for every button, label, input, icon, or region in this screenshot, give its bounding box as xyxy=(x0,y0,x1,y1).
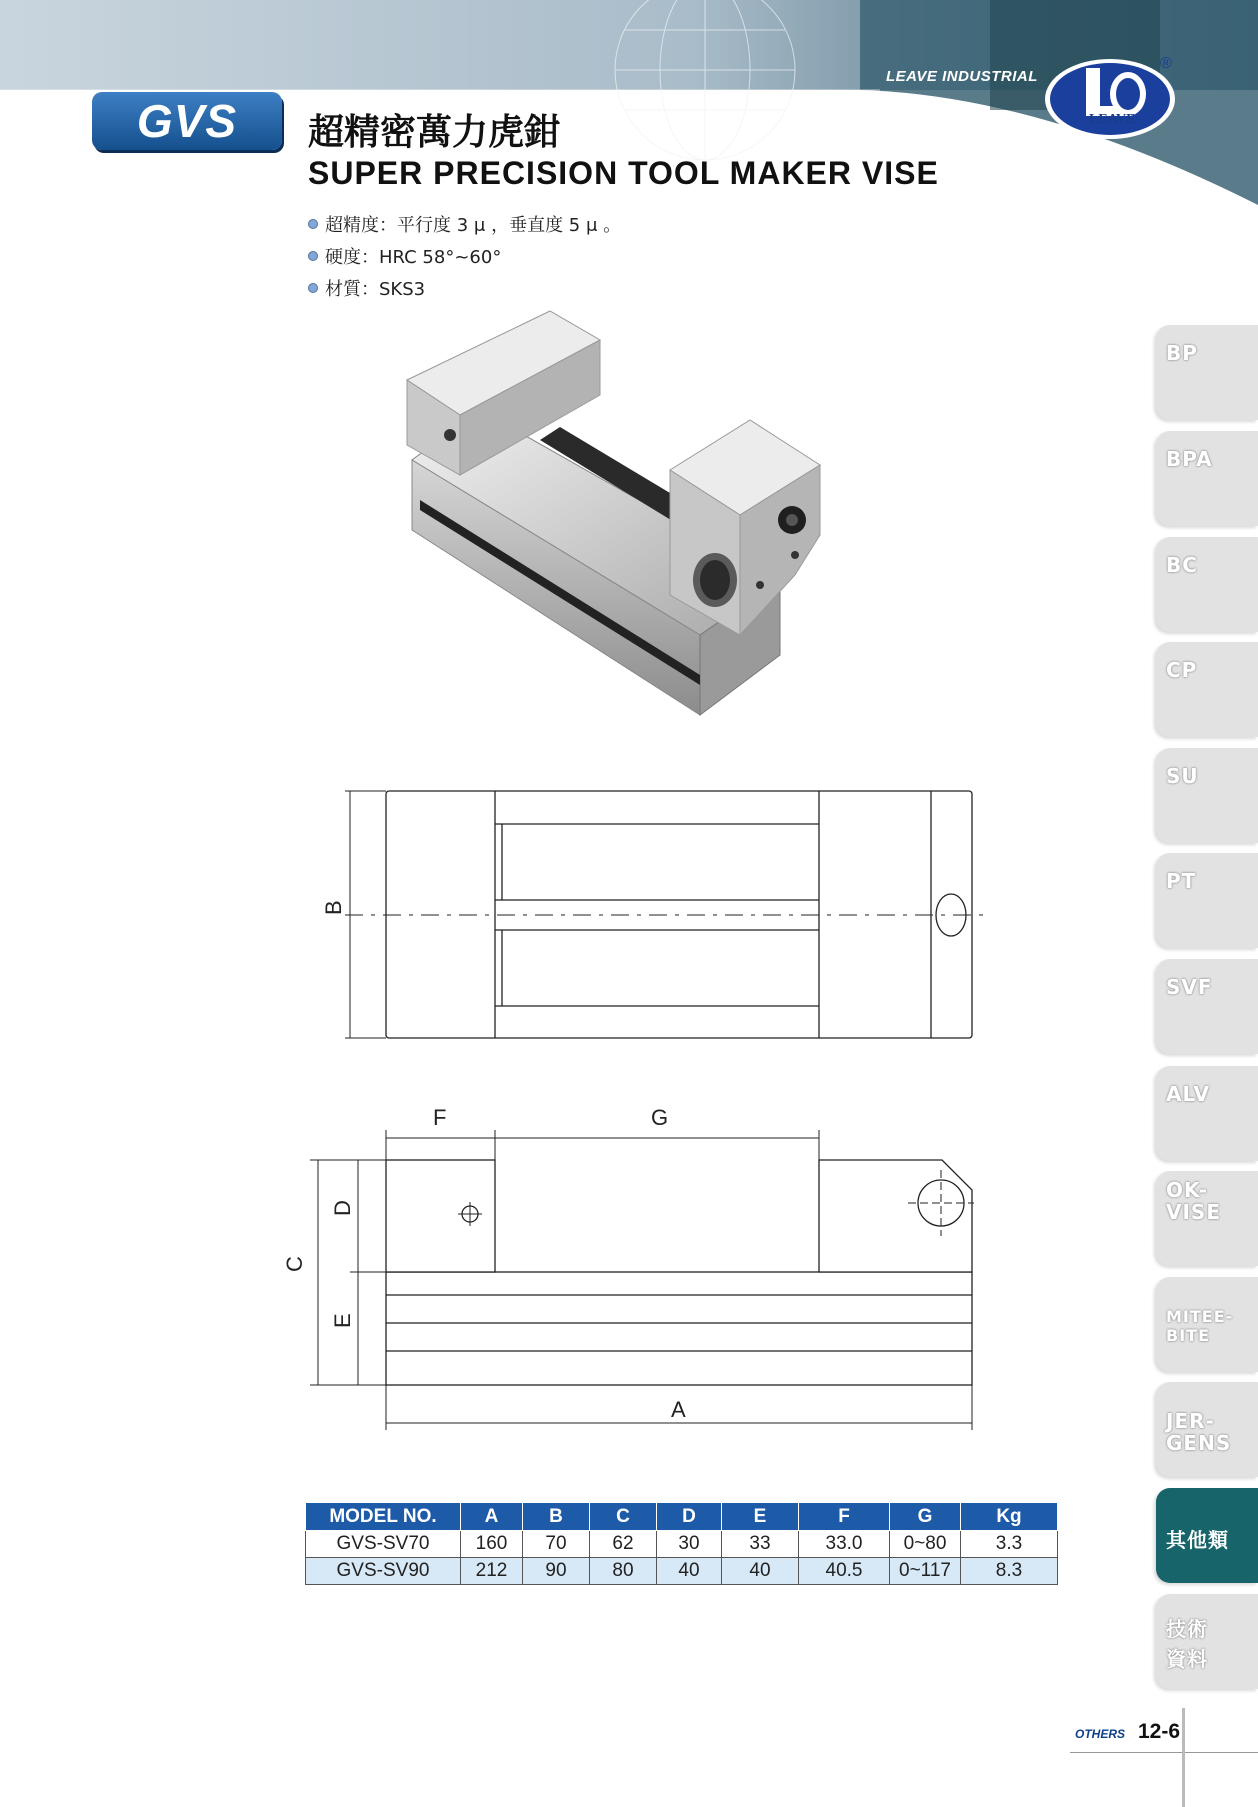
table-cell: 0~117 xyxy=(890,1558,961,1585)
dim-label-e: E xyxy=(330,1313,355,1328)
table-cell: 70 xyxy=(523,1531,590,1558)
tab-bc[interactable]: BC xyxy=(1156,537,1258,632)
spec-table xyxy=(305,1502,1058,1585)
dim-label-d: D xyxy=(330,1200,355,1216)
product-photo xyxy=(400,305,900,725)
table-header-row xyxy=(306,1503,1058,1531)
table-header: E xyxy=(722,1503,799,1531)
spec-text: 材質：SKS3 xyxy=(325,279,426,300)
table-cell: 0~80 xyxy=(890,1531,961,1558)
page-number: 12-6 xyxy=(1138,1720,1181,1743)
table-cell: 40 xyxy=(722,1558,799,1585)
tab-ok-vise[interactable]: OK- VISE xyxy=(1156,1171,1258,1266)
tab-mitee-bite[interactable]: MITEE- BITE xyxy=(1156,1277,1258,1372)
dim-label-f: F xyxy=(433,1105,447,1130)
registered-mark: ® xyxy=(1160,55,1172,72)
company-name: LEAVE INDUSTRIAL xyxy=(886,68,1038,85)
spec-text: 超精度：平行度 3 μ ，垂直度 5 μ 。 xyxy=(325,215,622,236)
table-row xyxy=(306,1531,1058,1558)
footer-section-label: OTHERS xyxy=(1075,1727,1126,1741)
table-cell: 33 xyxy=(722,1531,799,1558)
tab-pt[interactable]: PT xyxy=(1156,853,1258,948)
table-header: G xyxy=(890,1503,961,1531)
table-cell: 40.5 xyxy=(799,1558,890,1585)
bullet-icon xyxy=(308,251,318,261)
table-header: D xyxy=(657,1503,722,1531)
bullet-icon xyxy=(308,283,318,293)
company-logo xyxy=(1040,54,1180,144)
page-title-chinese: 超精密萬力虎鉗 xyxy=(308,112,561,153)
table-cell: GVS-SV90 xyxy=(306,1558,461,1585)
table-cell: 212 xyxy=(461,1558,523,1585)
spec-text: 硬度：HRC 58°~60° xyxy=(325,247,502,268)
tab-bp[interactable]: BP xyxy=(1156,325,1258,420)
dim-label-g: G xyxy=(651,1105,669,1130)
bullet-icon xyxy=(308,219,318,229)
spec-item xyxy=(308,208,621,240)
logo-wordmark: LEAVE xyxy=(1089,112,1136,127)
tab-cp[interactable]: CP xyxy=(1156,642,1258,737)
table-header: A xyxy=(461,1503,523,1531)
table-cell: 160 xyxy=(461,1531,523,1558)
model-code-badge: GVS xyxy=(92,92,282,150)
spec-item xyxy=(308,272,621,304)
dimension-drawing xyxy=(250,780,1010,1440)
table-cell: 62 xyxy=(590,1531,657,1558)
table-cell: 30 xyxy=(657,1531,722,1558)
table-cell: 3.3 xyxy=(961,1531,1058,1558)
table-cell: 33.0 xyxy=(799,1531,890,1558)
dim-label-b: B xyxy=(321,900,346,915)
dim-label-c: C xyxy=(282,1256,307,1272)
table-row xyxy=(306,1558,1058,1585)
table-cell: 8.3 xyxy=(961,1558,1058,1585)
footer-bar xyxy=(1182,1708,1185,1807)
dim-label-a: A xyxy=(671,1397,686,1422)
table-cell: GVS-SV70 xyxy=(306,1531,461,1558)
table-header: F xyxy=(799,1503,890,1531)
spec-list xyxy=(308,208,621,304)
table-header: MODEL NO. xyxy=(306,1503,461,1531)
tab-technical-data[interactable]: 技術 資料 xyxy=(1156,1594,1258,1689)
footer-divider xyxy=(1070,1752,1258,1753)
tab-svf[interactable]: SVF xyxy=(1156,959,1258,1054)
spec-item xyxy=(308,240,621,272)
table-header: B xyxy=(523,1503,590,1531)
table-header: Kg xyxy=(961,1503,1058,1531)
tab-jergens[interactable]: JER- GENS xyxy=(1156,1382,1258,1477)
tab-bpa[interactable]: BPA xyxy=(1156,431,1258,526)
tab-alv[interactable]: ALV xyxy=(1156,1066,1258,1161)
tab-su[interactable]: SU xyxy=(1156,748,1258,843)
table-header: C xyxy=(590,1503,657,1531)
page-title-english: SUPER PRECISION TOOL MAKER VISE xyxy=(308,155,939,191)
tab-others[interactable]: 其他類 xyxy=(1156,1488,1258,1583)
table-cell: 40 xyxy=(657,1558,722,1585)
table-cell: 80 xyxy=(590,1558,657,1585)
table-cell: 90 xyxy=(523,1558,590,1585)
